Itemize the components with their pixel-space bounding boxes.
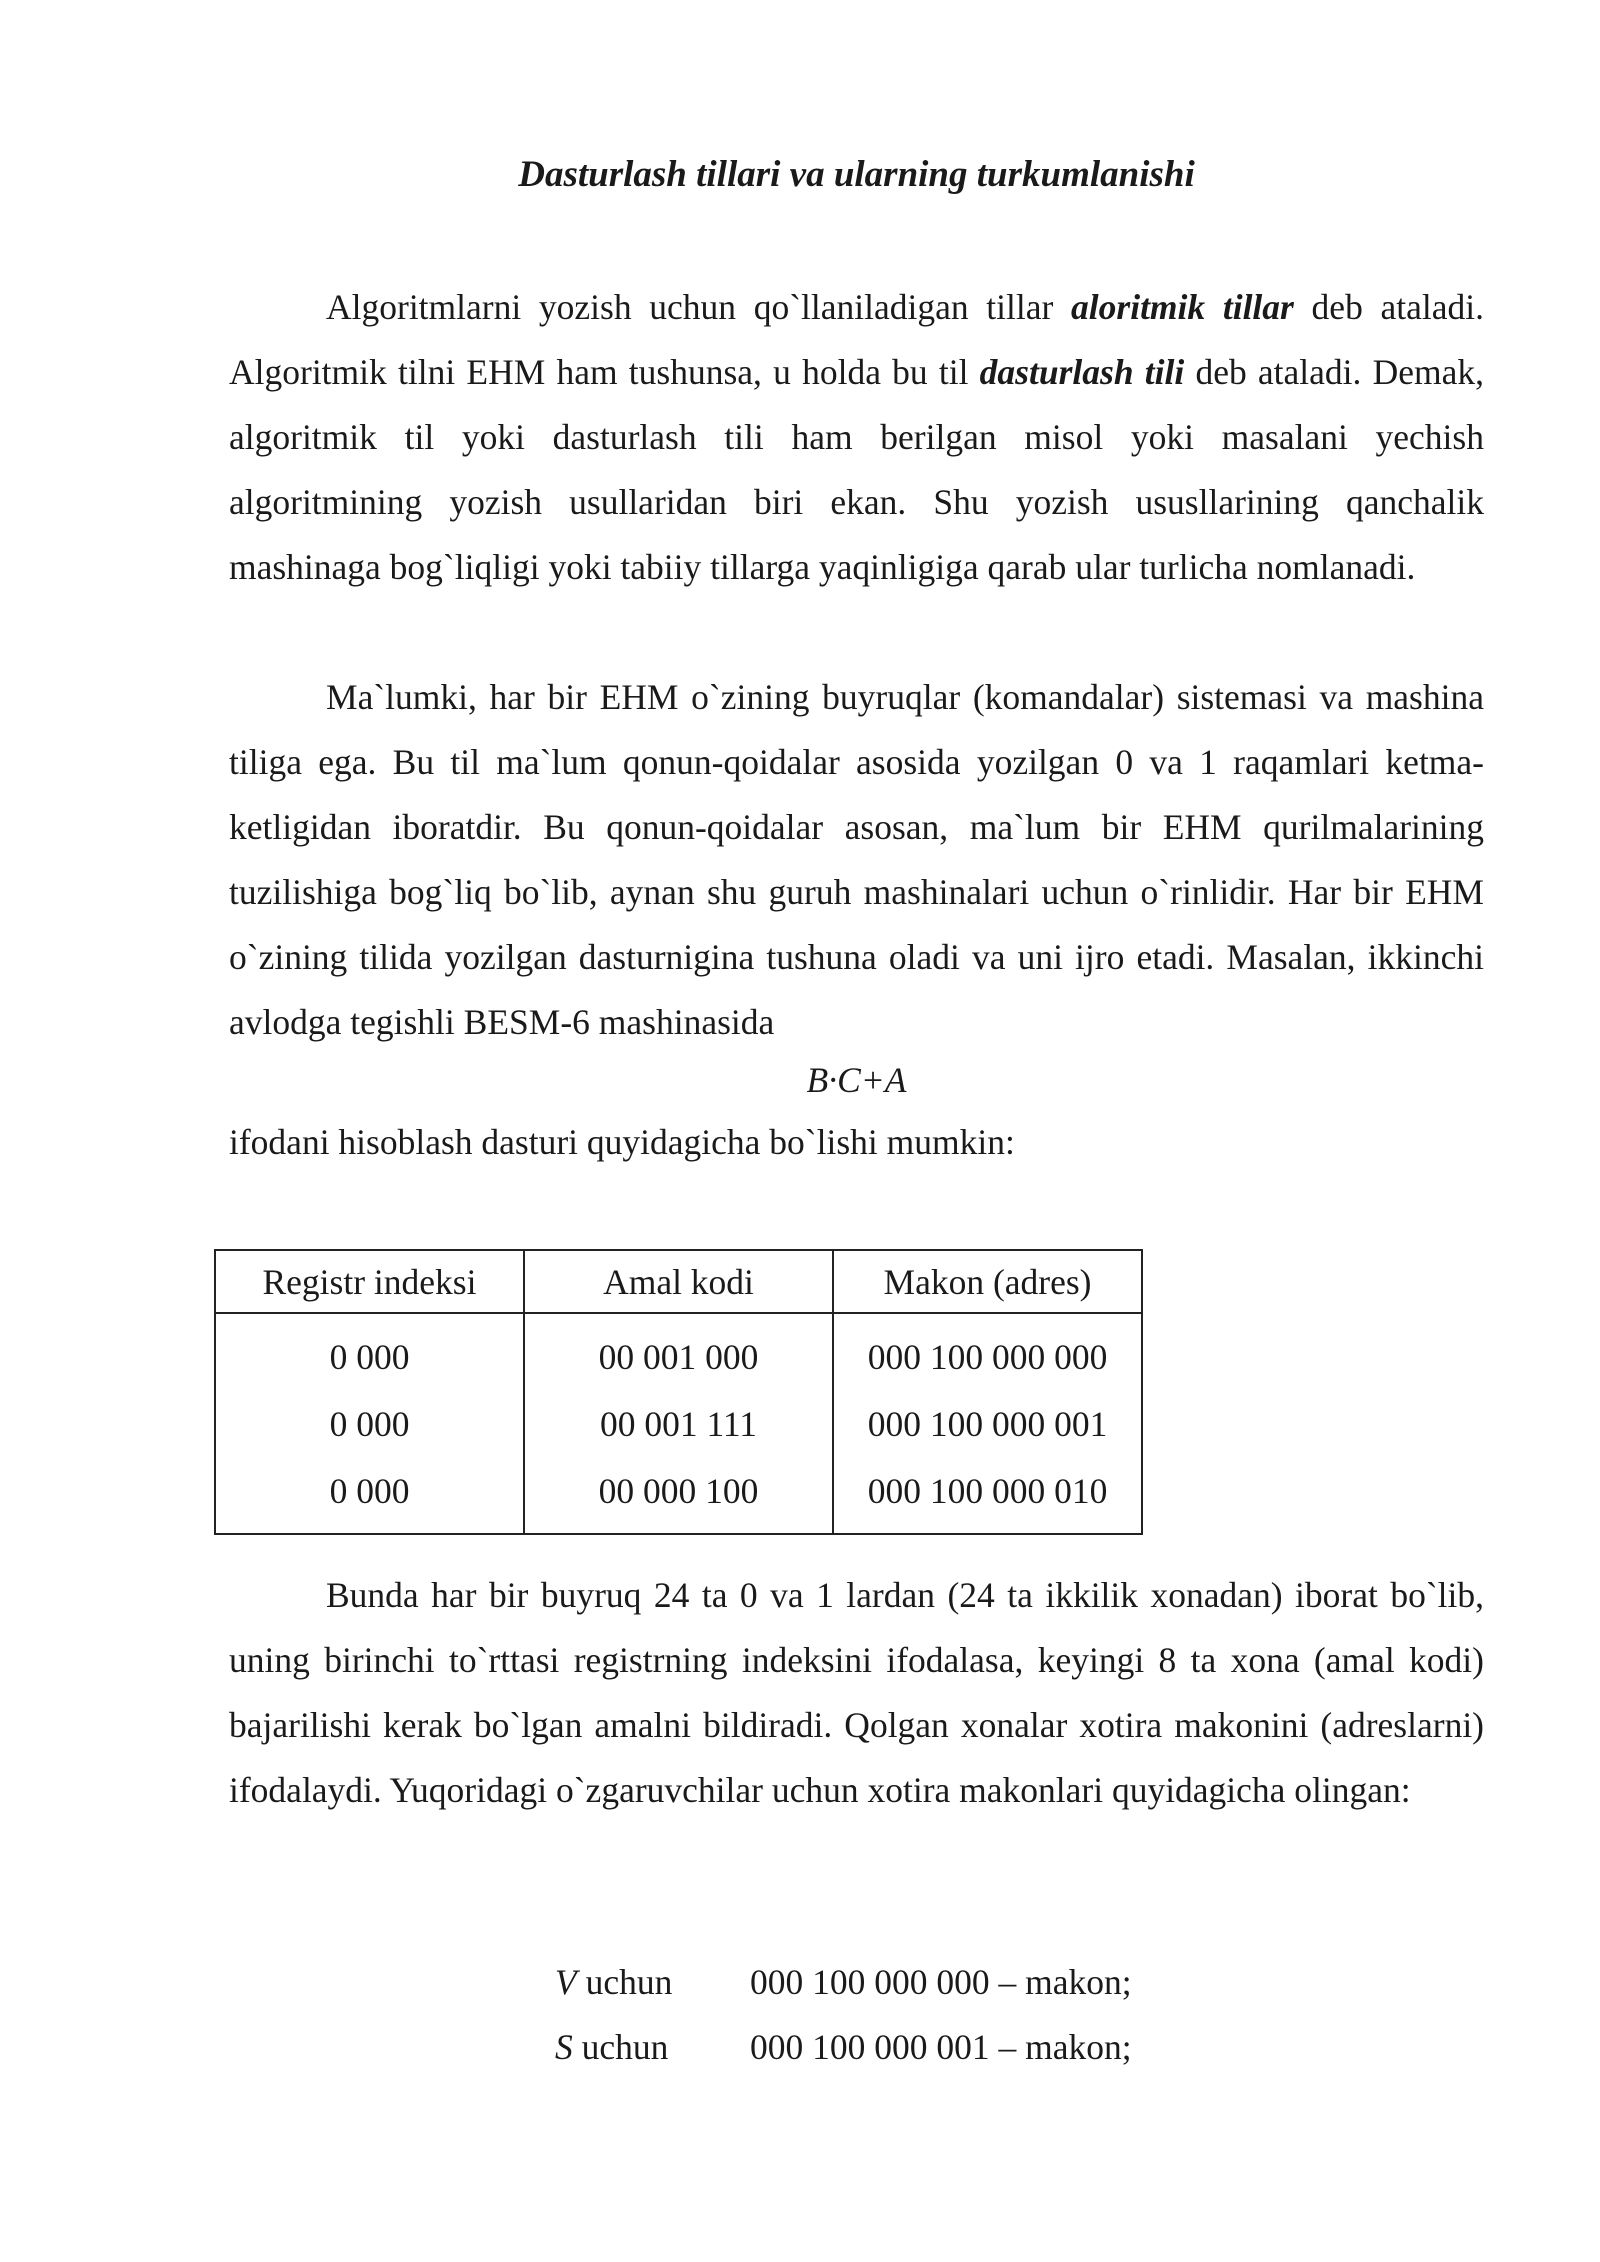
variable-address: 000 100 000 000 – makon; bbox=[750, 1962, 1132, 2002]
instruction-table bbox=[214, 1249, 1143, 1535]
variable-name: S bbox=[555, 2027, 573, 2067]
table-row bbox=[215, 1390, 1142, 1457]
paragraph-intro bbox=[229, 275, 1484, 600]
cell-register-index: 0 000 bbox=[215, 1390, 524, 1457]
paragraph-instruction-format: Bunda har bir buyruq 24 ta 0 va 1 lardan (24 ta ikkilik xonadan) iborat bo`lib, uning birinchi to`rttasi registrning indeksini ifodalasa, keyingi 8 ta xona (amal kodi) bajarilishi kerak bo`lgan amalni bildiradi. Qolgan xonalar xotira makonini (adreslarni) ifodalaydi. Yuqoridagi o`zgaruvchilar uchun xotira makonlari quyidagicha olingan: bbox=[229, 1575, 1484, 1810]
formula: B·C+A bbox=[806, 1060, 907, 1100]
variable-row bbox=[555, 1950, 1132, 2015]
variable-row bbox=[555, 2015, 1132, 2080]
term-programming-language: dasturlash tili bbox=[979, 352, 1185, 392]
paragraph-intro-text-3: deb ataladi. Demak, algoritmik til yoki dasturlash tili ham berilgan misol yoki masalani yechish algoritmining yozish usullaridan biri ekan. Shu yozish ususllarining qanchalik mashinaga bog`liqligi yoki tabiiy tillarga yaqinligiga qarab ular turlicha nomlanadi. bbox=[229, 352, 1484, 587]
formula-caption: ifodani hisoblash dasturi quyidagicha bo`lishi mumkin: bbox=[229, 1122, 1015, 1162]
variable-name: V bbox=[555, 1962, 577, 2002]
cell-operation-code: 00 000 100 bbox=[524, 1457, 833, 1534]
paragraph-intro-text-1: Algoritmlarni yozish uchun qo`llaniladigan tillar bbox=[326, 287, 1072, 327]
table-row bbox=[215, 1313, 1142, 1390]
header-address: Makon (adres) bbox=[833, 1250, 1142, 1313]
paragraph-intro-text-2: deb ataladi. Algoritmik tilni EHM ham tushunsa, u holda bu til bbox=[229, 287, 1484, 392]
table-row bbox=[215, 1457, 1142, 1534]
cell-address: 000 100 000 010 bbox=[833, 1457, 1142, 1534]
cell-operation-code: 00 001 000 bbox=[524, 1313, 833, 1390]
variable-address: 000 100 000 001 – makon; bbox=[750, 2027, 1132, 2067]
cell-register-index: 0 000 bbox=[215, 1313, 524, 1390]
cell-register-index: 0 000 bbox=[215, 1457, 524, 1534]
cell-address: 000 100 000 000 bbox=[833, 1313, 1142, 1390]
header-register-index: Registr indeksi bbox=[215, 1250, 524, 1313]
variable-label bbox=[555, 1950, 750, 2015]
table-header-row bbox=[215, 1250, 1142, 1313]
term-algorithmic-languages: aloritmik tillar bbox=[1071, 287, 1294, 327]
page-title: Dasturlash tillari va ularning turkumlanishi bbox=[518, 154, 1195, 195]
variable-word: uchun bbox=[576, 1962, 673, 2002]
variable-word: uchun bbox=[572, 2027, 669, 2067]
paragraph-machine-language: Ma`lumki, har bir EHM o`zining buyruqlar (komandalar) sistemasi va mashina tiliga ega. Bu til ma`lum qonun-qoidalar asosida yozilgan 0 va 1 raqamlari ketma-ketligidan iboratdir. Bu qonun-qoidalar asosan, ma`lum bir EHM qurilmalarining tuzilishiga bog`liq bo`lib, aynan shu guruh mashinalari uchun o`rinlidir. Har bir EHM o`zining tilida yozilgan dasturnigina tushuna oladi va uni ijro etadi. Masalan, ikkinchi avlodga tegishli BESM-6 mashinasida bbox=[229, 677, 1484, 1042]
header-operation-code: Amal kodi bbox=[524, 1250, 833, 1313]
cell-address: 000 100 000 001 bbox=[833, 1390, 1142, 1457]
variable-address-list bbox=[555, 1950, 1132, 2080]
cell-operation-code: 00 001 111 bbox=[524, 1390, 833, 1457]
variable-label bbox=[555, 2015, 750, 2080]
